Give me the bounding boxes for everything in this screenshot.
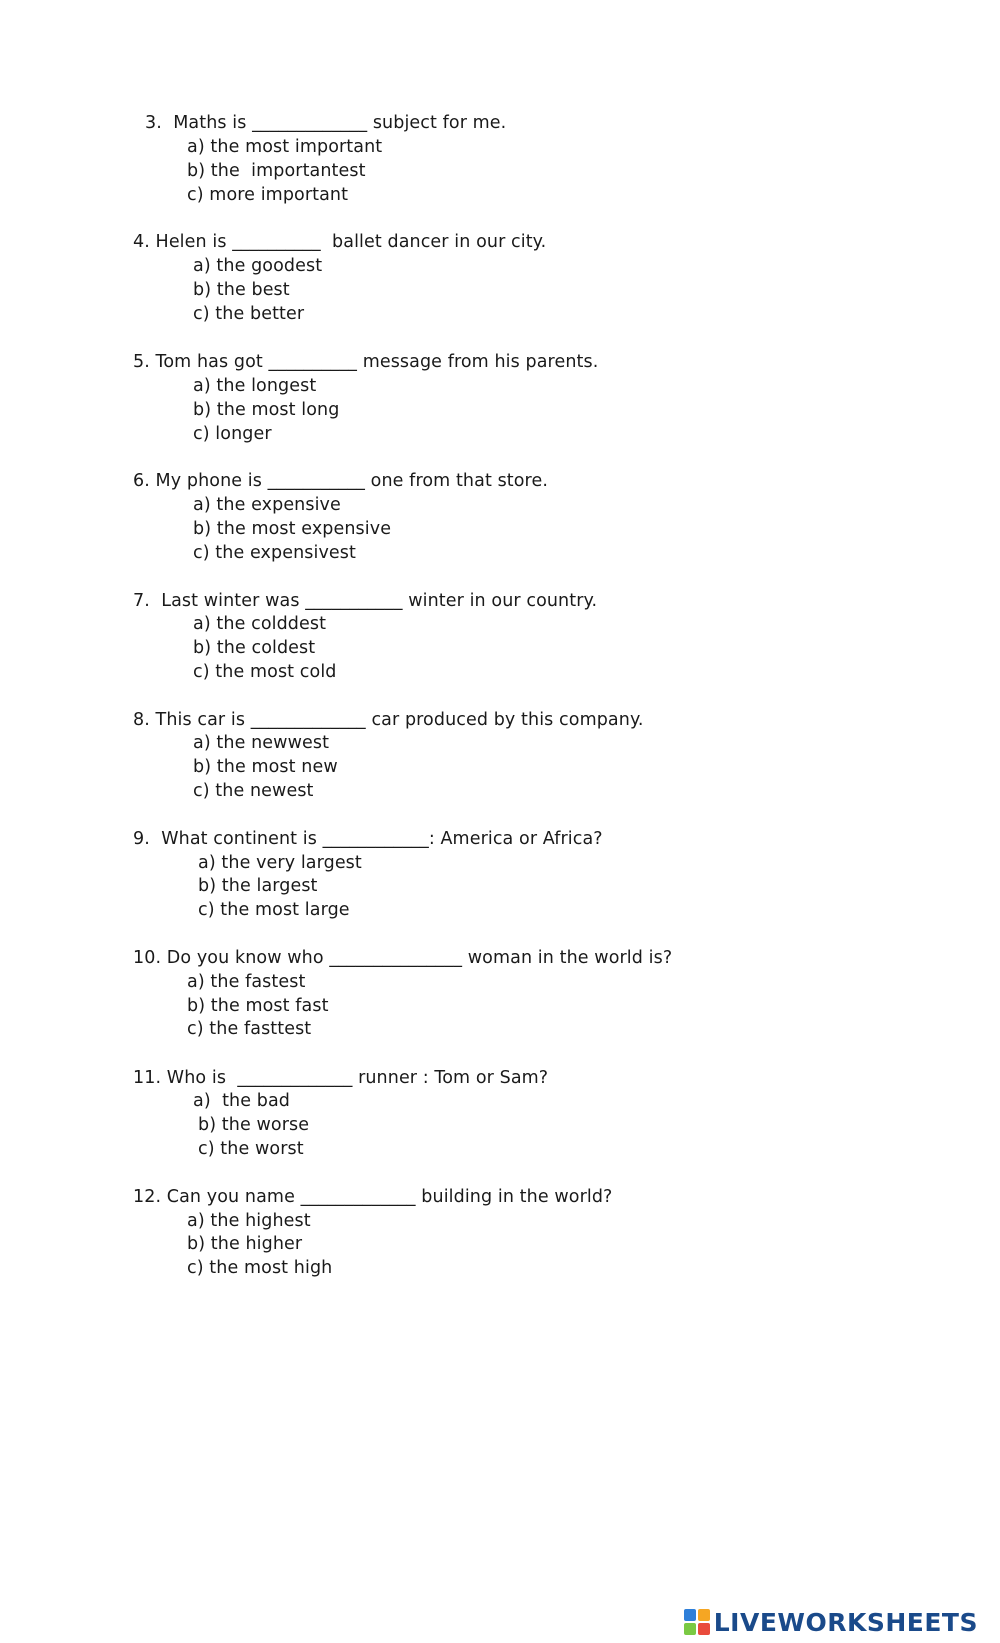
option-c[interactable]: c) the most high (187, 1258, 333, 1278)
option-c[interactable]: c) the expensivest (193, 543, 356, 563)
question-stem: 8. This car is _____________ car produced by this company. (133, 710, 644, 730)
liveworksheets-logo-icon (684, 1609, 710, 1635)
question-stem: 5. Tom has got __________ message from his parents. (133, 352, 599, 372)
question-stem: 7. Last winter was ___________ winter in our country. (133, 591, 598, 611)
option-c[interactable]: c) the newest (193, 781, 314, 801)
question-stem: 3. Maths is _____________ subject for me. (145, 113, 507, 133)
option-c[interactable]: c) the better (193, 304, 305, 324)
option-a[interactable]: a) the highest (187, 1211, 311, 1231)
question-stem: 12. Can you name _____________ building in the world? (133, 1187, 613, 1207)
option-a[interactable]: a) the very largest (198, 853, 362, 873)
option-c[interactable]: c) the most large (198, 900, 350, 920)
logo-tile-icon (684, 1609, 696, 1621)
option-a[interactable]: a) the newwest (193, 733, 330, 753)
option-c[interactable]: c) the fasttest (187, 1019, 312, 1039)
question-stem: 11. Who is _____________ runner : Tom or Sam? (133, 1068, 549, 1088)
logo-tile-icon (698, 1623, 710, 1635)
question-stem: 6. My phone is ___________ one from that store. (133, 471, 549, 491)
logo-tile-icon (684, 1623, 696, 1635)
option-c[interactable]: c) the worst (198, 1139, 304, 1159)
option-b[interactable]: b) the most fast (187, 996, 329, 1016)
option-b[interactable]: b) the best (193, 280, 290, 300)
option-a[interactable]: a) the colddest (193, 614, 327, 634)
option-b[interactable]: b) the most long (193, 400, 340, 420)
option-c[interactable]: c) longer (193, 424, 272, 444)
option-a[interactable]: a) the goodest (193, 256, 323, 276)
option-a[interactable]: a) the expensive (193, 495, 341, 515)
option-a[interactable]: a) the fastest (187, 972, 306, 992)
option-a[interactable]: a) the most important (187, 137, 383, 157)
question-stem: 10. Do you know who _______________ woman in the world is? (133, 948, 673, 968)
question-stem: 4. Helen is __________ ballet dancer in our city. (133, 232, 547, 252)
option-b[interactable]: b) the higher (187, 1234, 303, 1254)
option-a[interactable]: a) the bad (193, 1091, 290, 1111)
brand-name: LIVEWORKSHEETS (713, 1607, 978, 1637)
question-stem: 9. What continent is ____________: America or Africa? (133, 829, 603, 849)
logo-tile-icon (698, 1609, 710, 1621)
option-c[interactable]: c) the most cold (193, 662, 337, 682)
option-c[interactable]: c) more important (187, 185, 349, 205)
option-b[interactable]: b) the most expensive (193, 519, 392, 539)
option-b[interactable]: b) the worse (198, 1115, 310, 1135)
option-b[interactable]: b) the coldest (193, 638, 316, 658)
option-b[interactable]: b) the importantest (187, 161, 366, 181)
option-b[interactable]: b) the largest (198, 876, 318, 896)
option-b[interactable]: b) the most new (193, 757, 338, 777)
liveworksheets-brand[interactable] (684, 1607, 978, 1637)
option-a[interactable]: a) the longest (193, 376, 317, 396)
